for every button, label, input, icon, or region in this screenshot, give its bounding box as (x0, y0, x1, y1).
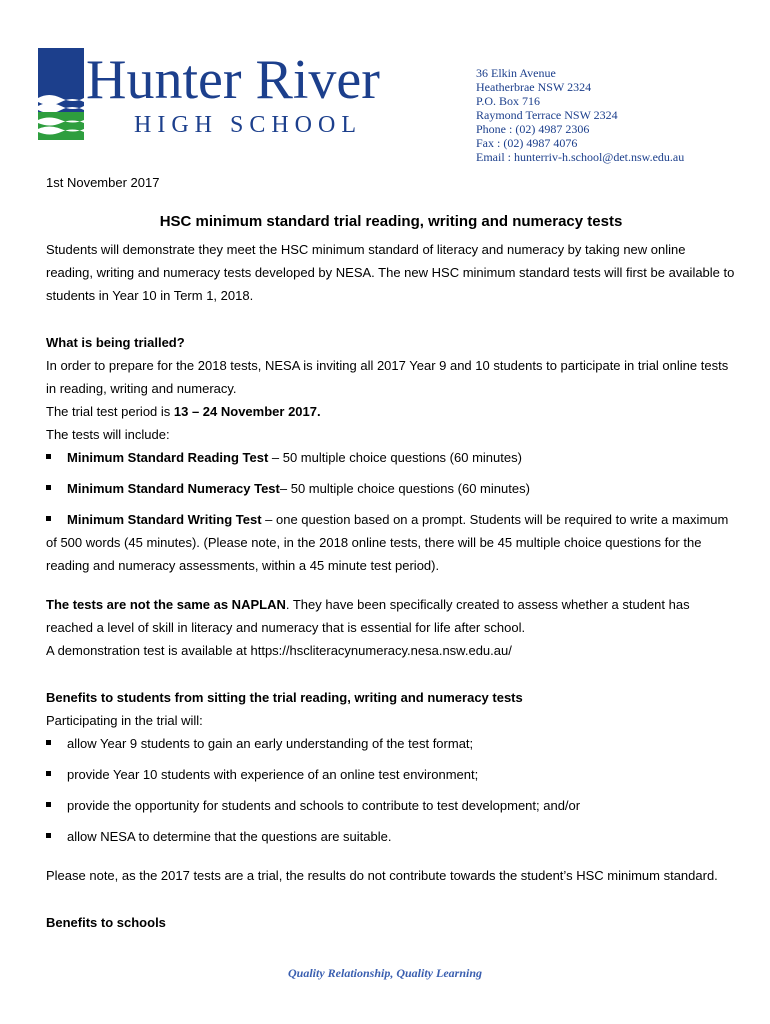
phone-line: Phone : (02) 4987 2306 (476, 122, 590, 136)
school-crest-icon (38, 48, 84, 140)
benefit-text: provide the opportunity for students and schools to contribute to test development; and/or (67, 798, 581, 813)
school-name: Hunter River (86, 49, 380, 111)
trial-paragraph: In order to prepare for the 2018 tests, NESA is inviting all 2017 Year 9 and 10 students to participate in trial online tests in reading, writing and numeracy. (46, 358, 729, 396)
tests-list (46, 446, 736, 577)
list-item (46, 732, 736, 755)
naplan-rest: . They have been specifically created to assess whether a student has reached a level of skill in literacy and numeracy that is essential for life after school. (46, 597, 690, 635)
benefit-text: allow NESA to determine that the questions are suitable. (67, 829, 392, 844)
list-item (46, 794, 736, 817)
address-line: Raymond Terrace NSW 2324 (476, 108, 618, 122)
school-address (476, 66, 684, 164)
bullet-icon (46, 833, 51, 838)
list-item (46, 446, 736, 469)
address-line: 36 Elkin Avenue (476, 66, 556, 80)
benefits-list (46, 732, 736, 848)
section-heading-benefits-schools: Benefits to schools (46, 915, 166, 930)
section-heading-trialled: What is being trialled? (46, 335, 185, 350)
footer-motto: Quality Relationship, Quality Learning (287, 966, 483, 980)
benefit-text: allow Year 9 students to gain an early understanding of the test format; (67, 736, 474, 751)
benefit-text: provide Year 10 students with experience of an online test environment; (67, 767, 479, 782)
test-name: Minimum Standard Writing Test (67, 512, 262, 527)
demo-test-line: A demonstration test is available at https://hscliteracynumeracy.nesa.nsw.edu.au/ (46, 643, 512, 658)
bullet-icon (46, 516, 51, 521)
bullet-icon (46, 802, 51, 807)
bullet-icon (46, 740, 51, 745)
bullet-icon (46, 771, 51, 776)
naplan-paragraph (46, 593, 736, 639)
test-desc: – one question based on a prompt. Students will be required to write a maximum of 500 words (45 minutes). (Please note, in the 2018 online tests, there will be 45 multiple choice questions for the reading and numeracy assessments, within a 45 minute test period). (46, 512, 729, 573)
email-line: Email : hunterriv-h.school@det.nsw.edu.au (476, 150, 685, 164)
list-item (46, 825, 736, 848)
bullet-icon (46, 485, 51, 490)
intro-paragraph: Students will demonstrate they meet the HSC minimum standard of literacy and numeracy by taking new online reading, writing and numeracy tests developed by NESA. The new HSC minimum standard tests will first be available to students in Year 10 in Term 1, 2018. (46, 242, 735, 303)
test-desc: – 50 multiple choice questions (60 minutes) (279, 481, 530, 496)
trial-period (46, 400, 736, 423)
test-desc: – 50 multiple choice questions (60 minutes) (268, 450, 522, 465)
list-item (46, 763, 736, 786)
section-heading-benefits-students: Benefits to students from sitting the trial reading, writing and numeracy tests (46, 690, 523, 705)
page-title: HSC minimum standard trial reading, writing and numeracy tests (159, 213, 623, 230)
school-subtitle: HIGH SCHOOL (134, 112, 362, 138)
trial-note: Please note, as the 2017 tests are a trial, the results do not contribute towards the student’s HSC minimum standard. (46, 868, 718, 883)
test-name: Minimum Standard Numeracy Test (67, 481, 280, 496)
trial-period-label: The trial test period is (46, 404, 174, 419)
tests-intro: The tests will include: (46, 427, 170, 442)
list-item (46, 508, 736, 577)
address-line: P.O. Box 716 (476, 94, 541, 108)
letter-date: 1st November 2017 (46, 175, 160, 190)
address-line: Heatherbrae NSW 2324 (476, 80, 592, 94)
benefits-intro: Participating in the trial will: (46, 713, 203, 728)
fax-line: Fax : (02) 4987 4076 (476, 136, 578, 150)
trial-period-dates: 13 – 24 November 2017. (173, 404, 321, 419)
bullet-icon (46, 454, 51, 459)
naplan-bold: The tests are not the same as NAPLAN (46, 597, 286, 612)
test-name: Minimum Standard Reading Test (67, 450, 269, 465)
list-item (46, 477, 736, 500)
school-logo (38, 48, 430, 140)
letter-body (46, 174, 736, 934)
